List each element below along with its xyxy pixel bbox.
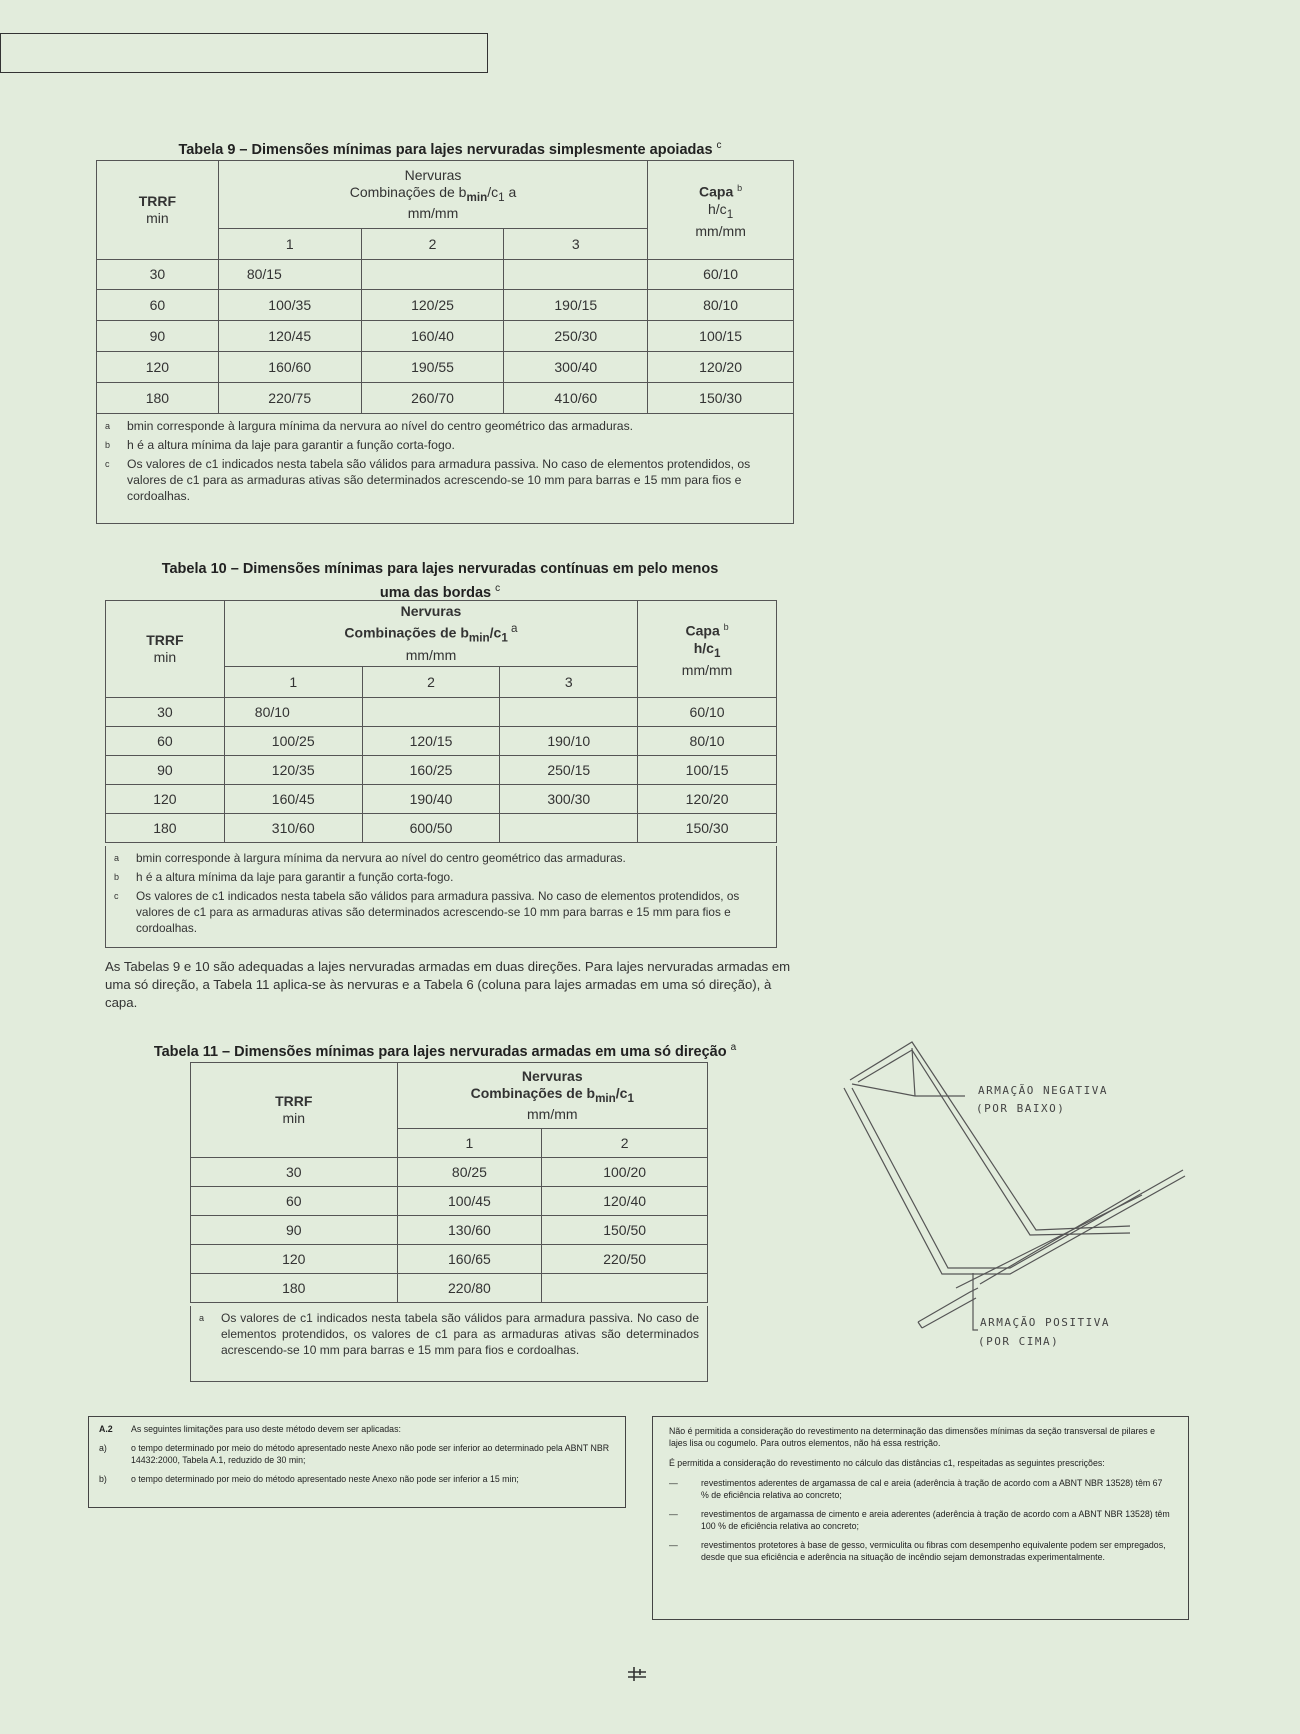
table-cell: 90 [191,1216,398,1245]
table-cell: 100/15 [648,321,794,352]
table-cell: 120/35 [224,756,362,785]
table-cell: 160/25 [362,756,500,785]
table-row [106,756,777,785]
table-cell: 180 [191,1274,398,1303]
table-row [106,698,777,727]
table-cell: 160/45 [224,785,362,814]
table-cell: 260/70 [361,383,504,414]
table-cell: 120/45 [218,321,361,352]
table9-col-1: 1 [218,229,361,260]
table11-note-a: a Os valores de c1 indicados nesta tabela são válidos para armadura passiva. No caso de elementos protendidos, os valores de c1 para as armaduras ativas são determinados acrescendo-se 10 mm para barras e 15 mm para fios e cordoalhas. [199,1311,699,1357]
table-cell: 120 [97,352,219,383]
table-cell [500,814,638,843]
table9-col-2: 2 [361,229,504,260]
table-cell: 60 [97,290,219,321]
table9-note-a: a bmin corresponde à largura mínima da nervura ao nível do centro geométrico das armaduras. [105,419,634,433]
table10-col-2: 2 [362,667,500,698]
table-cell: 250/30 [504,321,648,352]
table11-caption: Tabela 11 – Dimensões mínimas para lajes nervuradas armadas em uma só direção $^a$ [153,1042,737,1060]
table-row [106,814,777,843]
table10 [105,600,777,843]
table-cell: 80/10 [638,727,777,756]
table10-caption: Tabela 10 – Dimensões mínimas para lajes nervuradas contínuas em pelo menos uma das bordas $^c$ [161,561,719,601]
table-cell: 410/60 [504,383,648,414]
table-row [191,1216,708,1245]
table-cell: 100/35 [218,290,361,321]
table-cell: 60 [191,1187,398,1216]
table9 [96,160,794,414]
por-cima-label: (POR CIMA) [978,1335,1060,1348]
table-cell: 60 [106,727,225,756]
table10-notes [105,846,777,948]
intro-paragraph: As Tabelas 9 e 10 são adequadas a lajes nervuradas armadas em duas direções. Para lajes nervuradas armadas em uma só direção, a Tabela 11 aplica-se às nervuras e a Tabela 6 (coluna para lajes armadas em uma só direção), à capa. [105,959,791,1010]
table-cell: 100/20 [542,1158,708,1187]
table-cell: 150/50 [542,1216,708,1245]
page-mark-icon [626,1666,648,1682]
table-cell: 160/65 [397,1245,542,1274]
table-cell: 250/15 [500,756,638,785]
table-row [191,1245,708,1274]
table-cell: 80/25 [397,1158,542,1187]
table-cell: 120/20 [648,352,794,383]
table-cell [362,698,500,727]
table-row [97,352,794,383]
table-cell: 300/30 [500,785,638,814]
table-cell: 150/30 [638,814,777,843]
reinforcement-diagram [830,1030,1200,1350]
table9-trrf-header: TRRF min [97,161,219,260]
table-cell: 190/40 [362,785,500,814]
table-cell: 60/10 [648,260,794,290]
table-cell: 30 [106,698,225,727]
coating-paragraph-2: É permitida a consideração do revestimento no cálculo das distâncias c1, respeitadas as seguintes prescrições: [669,1458,1105,1468]
table-cell: 180 [97,383,219,414]
table10-col-3: 3 [500,667,638,698]
table-cell: 600/50 [362,814,500,843]
table-row [97,383,794,414]
table10-col-1: 1 [224,667,362,698]
limitation-item-b: b) o tempo determinado por meio do método apresentado neste Anexo não pode ser inferior a 15 min; [99,1474,519,1484]
coating-item-3: — revestimentos protetores à base de gesso, vermiculita ou fibras com desempenho equivalente podem ser empregados, desde que sua eficiência e aderência na situação de incêndio sejam demonstradas experimentalmente. [669,1540,1166,1562]
table-cell: 30 [97,260,219,290]
table9-caption: Tabela 9 – Dimensões mínimas para lajes nervuradas simplesmente apoiadas $^c$ [178,140,722,158]
table-cell: 150/30 [648,383,794,414]
coating-box [652,1416,1189,1620]
table-cell: 120 [106,785,225,814]
table-cell: 190/55 [361,352,504,383]
table-row [97,290,794,321]
limitation-item-a: a) o tempo determinado por meio do método apresentado neste Anexo não pode ser inferior ao determinado pela ABNT NBR 14432:2000, Tabela A.1, reduzido de 30 min; [99,1443,610,1465]
table-cell: 120 [191,1245,398,1274]
table-cell: 120/40 [542,1187,708,1216]
table-cell: 300/40 [504,352,648,383]
table-cell: 220/75 [218,383,361,414]
table11-notes [190,1306,708,1382]
table-cell: 220/80 [397,1274,542,1303]
table-cell: 120/15 [362,727,500,756]
table-cell [361,260,504,290]
table-cell: 180 [106,814,225,843]
coating-item-2: — revestimentos de argamassa de cimento e areia aderentes (aderência à tração de acordo com a ABNT NBR 13528) têm 100 % de eficiência relativa ao concreto; [669,1509,1170,1531]
table-cell: 190/15 [504,290,648,321]
coating-item-1: — revestimentos aderentes de argamassa de cal e areia (aderência à tração de acordo com a ABNT NBR 13528) têm 67 % de eficiência relativa ao concreto; [669,1478,1163,1500]
table-row [106,785,777,814]
table-cell: 90 [97,321,219,352]
table-cell [542,1274,708,1303]
table-cell: 100/45 [397,1187,542,1216]
table9-col-3: 3 [504,229,648,260]
por-baixo-label: (POR BAIXO) [976,1102,1066,1115]
table11-col-2: 2 [542,1129,708,1158]
table10-note-c: c Os valores de c1 indicados nesta tabela são válidos para armadura passiva. No caso de elementos protendidos, os valores de c1 para as armaduras ativas são determinados acrescendo-se 10 mm para barras e 15 mm para fios e cordoalhas. [114,889,740,935]
table-row [191,1274,708,1303]
table10-note-a: a bmin corresponde à largura mínima da nervura ao nível do centro geométrico das armaduras. [114,851,626,865]
table11-nervuras-header: Nervuras Combinações de $b_{min}/c_1$ mm/mm [397,1063,707,1129]
table-row [106,727,777,756]
table10-nervuras-header: Nervuras Combinações de $b_{min}/c_1$ $^a$ mm/mm [224,601,637,667]
table9-nervuras-header: Nervuras Combinações de $b_{min}/c_1$ a mm/mm [218,161,647,229]
table10-trrf-header: TRRF min [106,601,225,698]
coating-paragraph-1: Não é permitida a consideração do revestimento na determinação das dimensões mínimas da seção transversal de pilares e lajes lisa ou cogumelo. Para outros elementos, não há essa restrição. [669,1426,1156,1448]
table-cell: 60/10 [638,698,777,727]
table-cell: 310/60 [224,814,362,843]
table11 [190,1062,708,1303]
table-cell [504,260,648,290]
table9-notes [96,414,794,524]
top-frame-box [0,33,488,73]
limitations-heading: A.2 As seguintes limitações para uso deste método devem ser aplicadas: [99,1424,401,1434]
table-cell: 160/40 [361,321,504,352]
limitations-box [88,1416,626,1508]
table-cell [500,698,638,727]
table-cell: 80/10 [648,290,794,321]
table-cell: 90 [106,756,225,785]
table9-note-b: b h é a altura mínima da laje para garantir a função corta-fogo. [105,438,455,452]
table10-note-b: b h é a altura mínima da laje para garantir a função corta-fogo. [114,870,454,884]
table-cell: 100/15 [638,756,777,785]
armacao-negativa-label: ARMAÇÃO NEGATIVA [978,1084,1108,1097]
table11-trrf-header: TRRF min [191,1063,398,1158]
table-cell: 100/25 [224,727,362,756]
table-cell: 120/25 [361,290,504,321]
table9-note-c: c Os valores de c1 indicados nesta tabela são válidos para armadura passiva. No caso de elementos protendidos, os valores de c1 para as armaduras ativas são determinados acrescendo-se 10 mm para barras e 15 mm para fios e cordoalhas. [105,457,751,503]
armacao-positiva-label: ARMAÇÃO POSITIVA [980,1316,1110,1329]
table-cell: 160/60 [218,352,361,383]
table-row [191,1158,708,1187]
table-cell: 80/10 [224,698,362,727]
table-cell: 190/10 [500,727,638,756]
table-row [97,260,794,290]
table-cell: 220/50 [542,1245,708,1274]
table10-capa-header: Capa $^b$ $h/c_1$ mm/mm [638,601,777,698]
table9-capa-header: Capa $^b$ $h/c_1$ mm/mm [648,161,794,260]
table-cell: 130/60 [397,1216,542,1245]
table-row [97,321,794,352]
table11-col-1: 1 [397,1129,542,1158]
table-row [191,1187,708,1216]
table-cell: 30 [191,1158,398,1187]
table-cell: 80/15 [218,260,361,290]
table-cell: 120/20 [638,785,777,814]
